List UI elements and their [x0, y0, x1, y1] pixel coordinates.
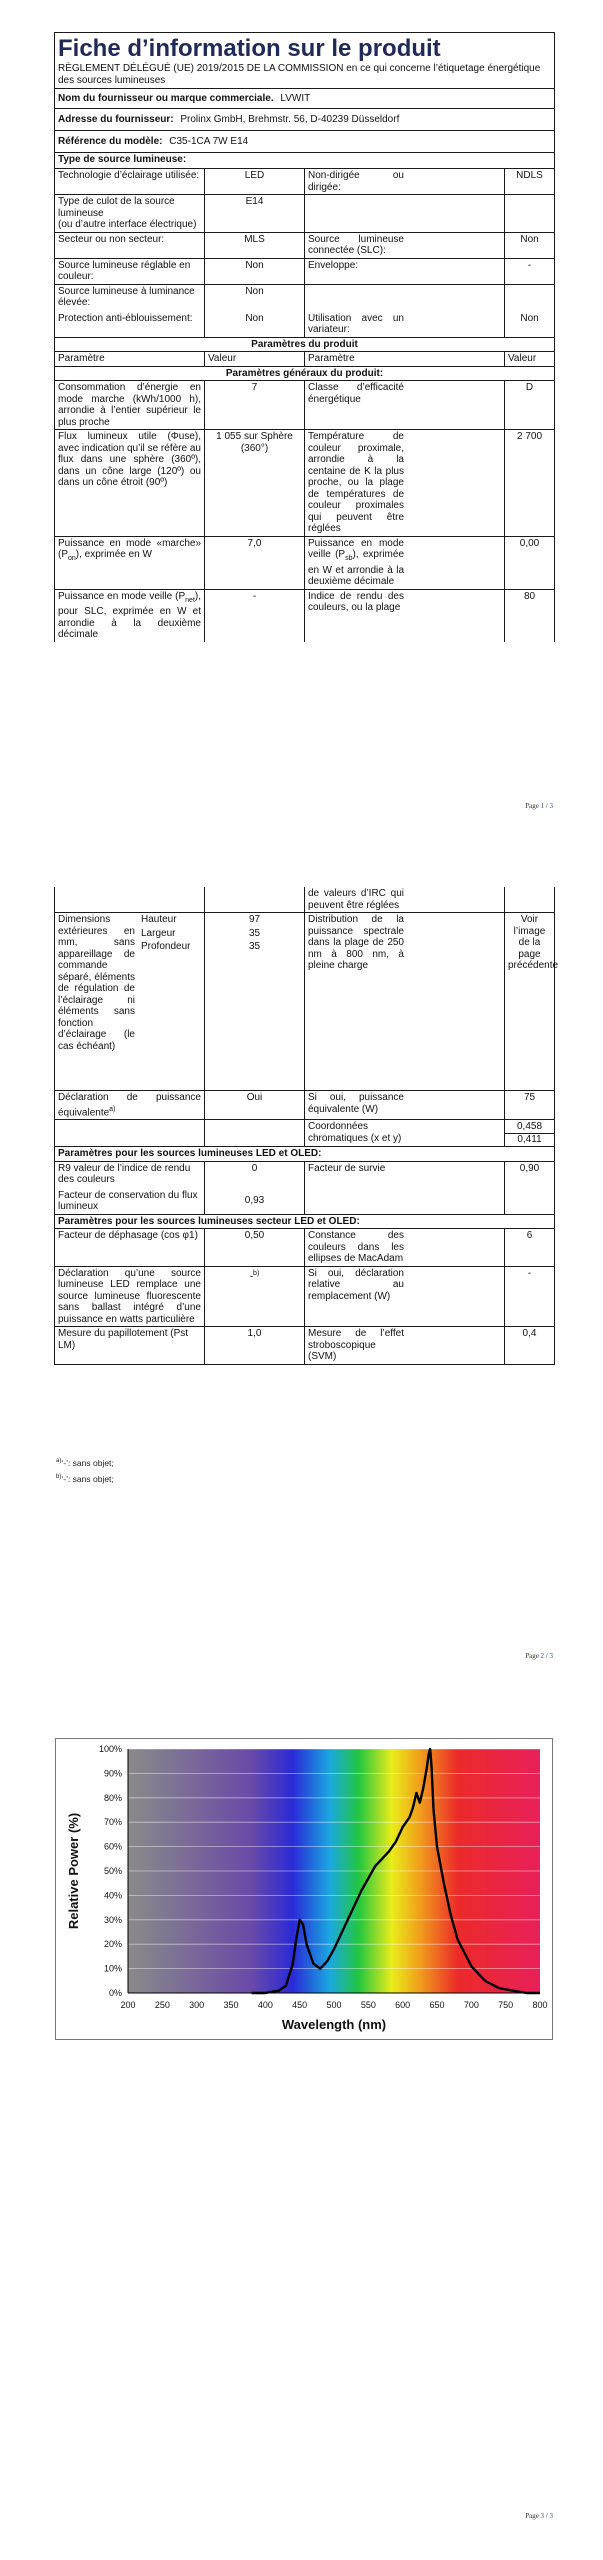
supplier-value: LVWIT	[280, 93, 311, 104]
spd-label: Distribution de la puissance spectrale dans la plage de 250 nm à 800 nm, à pleine charge	[305, 913, 505, 1091]
supplier-label: Nom du fournisseur ou marque commerciale.	[58, 93, 274, 104]
page-number-1: Page 1 / 3	[525, 802, 553, 810]
page-number-3: Page 3 / 3	[525, 2512, 553, 2520]
cap-type-label: Type de culot de la source lumineuse (ou d’autre interface électrique)	[55, 195, 205, 233]
networked-standby-label: Puissance en mode veille $(P_{net})$, pour SLC, exprimée en W et arrondie à la deuxième décimale	[55, 589, 205, 642]
tech-label: Technologie d’éclairage utilisée:	[55, 169, 205, 195]
y-tick-label: 40%	[103, 1890, 122, 1901]
x-tick-label: 200	[120, 2000, 136, 2010]
cct-value: 2 700	[505, 430, 555, 537]
lumen-maintenance-label: Facteur de conservation du flux lumineux	[55, 1187, 205, 1215]
cap-type-value: E14	[205, 195, 305, 233]
on-mode-power-value: 7,0	[205, 536, 305, 589]
spectral-chart-svg	[56, 1739, 554, 2041]
footnote-b: $^{b)}$‘-’: sans objet;	[56, 1474, 114, 1484]
chromaticity-y: 0,411	[505, 1133, 554, 1146]
cri-value: 80	[505, 589, 555, 642]
x-tick-label: 400	[257, 2000, 273, 2010]
connected-label: Source lumineuse connectée (SLC):	[305, 232, 505, 258]
source-type-heading: Type de source lumineuse:	[55, 153, 555, 169]
high-luminance-value: Non	[205, 284, 305, 310]
x-tick-label: 600	[395, 2000, 411, 2010]
standby-power-label: Puissance en mode veille $(P_{sb})$, exprimée en W et arrondie à la deuxième décimale	[305, 536, 505, 589]
standby-power-value: 0,00	[505, 536, 555, 589]
height-label: Hauteur	[141, 914, 177, 925]
header-value-1: Valeur	[205, 352, 305, 367]
directional-label: Non-dirigée ou dirigée:	[305, 169, 505, 195]
y-tick-label: 70%	[103, 1817, 122, 1828]
envelope-label: Enveloppe:	[305, 258, 505, 284]
energy-class-label: Classe d’efficacité énergétique	[305, 381, 505, 430]
dimmable-label: Utilisation avec un variateur:	[305, 310, 505, 338]
y-tick-label: 90%	[103, 1768, 122, 1779]
page-number-2: Page 2 / 3	[525, 1652, 553, 1660]
chromaticity-values	[505, 1120, 555, 1147]
r9-label: R9 valeur de l’indice de rendu des couleurs	[55, 1161, 205, 1187]
anti-glare-value: Non	[205, 310, 305, 338]
address-label: Adresse du fournisseur:	[58, 114, 174, 125]
dimensions-label: Dimensions extérieures en mm, sans appareillage de commande séparé, éléments de régulation de l’éclairage ni éléments sans fonction d’éclairage (le cas échéant)	[58, 914, 135, 1052]
address-value: Prolinx GmbH, Brehmstr. 56, D-40239 Düsseldorf	[180, 114, 400, 125]
fluorescent-replacement-value: -$^{b)}$	[205, 1266, 305, 1327]
equivalent-power-value: Oui	[205, 1091, 305, 1120]
x-tick-label: 450	[292, 2000, 308, 2010]
power-factor-label: Facteur de déphasage (cos φ1)	[55, 1229, 205, 1267]
general-parameters-heading: Paramètres généraux du produit:	[55, 366, 555, 381]
dimensions-values	[205, 913, 305, 1091]
width-value: 35	[248, 927, 261, 939]
y-tick-label: 50%	[103, 1866, 122, 1876]
power-factor-value: 0,50	[205, 1229, 305, 1267]
directional-value: NDLS	[505, 169, 555, 195]
product-sheet-table-page-1	[54, 32, 555, 642]
r9-value: 0	[205, 1161, 305, 1187]
x-tick-label: 750	[498, 2000, 514, 2010]
spectral-power-chart	[55, 1738, 553, 2040]
tech-value: LED	[205, 169, 305, 195]
useful-flux-value: 1 055 sur Sphère (360°)	[205, 430, 305, 537]
cri-label-part-2: de valeurs d’IRC qui peuvent être réglées	[305, 887, 505, 913]
flicker-value: 1,0	[205, 1327, 305, 1365]
width-label: Largeur	[141, 927, 176, 939]
anti-glare-label: Protection anti-éblouissement:	[55, 310, 205, 338]
y-tick-label: 30%	[103, 1914, 122, 1925]
survival-factor-label: Facteur de survie	[305, 1161, 505, 1187]
stroboscopic-label: Mesure de l’effet stroboscopique (SVM)	[305, 1327, 505, 1365]
page-2	[0, 860, 603, 1720]
equivalent-watts-label: Si oui, puissance équivalente (W)	[305, 1091, 505, 1120]
replacement-claim-label: Si oui, déclaration relative au remplacement (W)	[305, 1266, 505, 1327]
y-tick-label: 60%	[103, 1841, 122, 1852]
page-1	[0, 0, 603, 860]
height-value: 97	[248, 914, 261, 925]
dimmable-value: Non	[505, 310, 555, 338]
high-luminance-label: Source lumineuse à luminance élevée:	[55, 284, 205, 310]
dimensions-cell	[55, 913, 205, 1091]
envelope-value: -	[505, 258, 555, 284]
survival-factor-value: 0,90	[505, 1161, 555, 1187]
regulation-reference: RÈGLEMENT DÉLÉGUÉ (UE) 2019/2015 DE LA COMMISSION en ce qui concerne l’étiquetage énergétique des sources lumineuses	[58, 63, 541, 86]
flicker-label: Mesure du papillotement (Pst LM)	[55, 1327, 205, 1365]
energy-consumption-value: 7	[205, 381, 305, 430]
x-axis-label: Wavelength (nm)	[281, 2017, 387, 2032]
header-parameter-2: Paramètre	[305, 352, 505, 367]
useful-flux-label: Flux lumineux utile (Φuse), avec indication qu’il se réfère au flux dans une sphère (360º), dans un cône large (120º) ou dans un cône étroit (90º)	[55, 430, 205, 537]
macadam-value: 6	[505, 1229, 555, 1267]
y-tick-label: 80%	[103, 1792, 122, 1803]
macadam-label: Constance des couleurs dans les ellipses de MacAdam	[305, 1229, 505, 1267]
y-tick-label: 0%	[108, 1988, 122, 1998]
x-tick-label: 350	[223, 2000, 239, 2010]
chromaticity-label: Coordonnées chromatiques (x et y)	[305, 1120, 505, 1147]
colour-tunable-value: Non	[205, 258, 305, 284]
chromaticity-x: 0,458	[516, 1121, 543, 1133]
depth-label: Profondeur	[141, 941, 191, 952]
cct-label: Température de couleur proximale, arrondie à la centaine de K la plus proche, ou la plage de températures de couleur proximales qui peuvent être réglées	[305, 430, 505, 537]
mains-value: MLS	[205, 232, 305, 258]
footnote-a: $^{a)}$‘-’: sans objet;	[56, 1458, 114, 1468]
led-parameters-heading: Paramètres pour les sources lumineuses LED et OLED:	[55, 1147, 555, 1162]
cri-label-part-1: Indice de rendu des couleurs, ou la plage	[305, 589, 505, 642]
lumen-maintenance-value: 0,93	[205, 1187, 305, 1215]
on-mode-power-label: Puissance en mode «marche» $(P_{on})$, exprimée en W	[55, 536, 205, 589]
replacement-claim-value: -	[505, 1266, 555, 1327]
x-tick-label: 300	[189, 2000, 205, 2010]
equivalent-power-label: Déclaration de puissance équivalente$^{a)}$	[55, 1091, 205, 1120]
x-tick-label: 250	[154, 2000, 170, 2010]
model-label: Référence du modèle:	[58, 136, 163, 147]
mains-label: Secteur ou non secteur:	[55, 232, 205, 258]
y-tick-label: 100%	[98, 1744, 122, 1754]
model-value: C35-1CA 7W E14	[169, 136, 249, 147]
spd-value: Voir l’image de la page précédente	[505, 913, 555, 1091]
equivalent-watts-value: 75	[505, 1091, 555, 1120]
mains-led-parameters-heading: Paramètres pour les sources lumineuses secteur LED et OLED:	[55, 1214, 555, 1229]
header-value-2: Valeur	[505, 352, 555, 367]
connected-value: Non	[505, 232, 555, 258]
depth-value: 35	[248, 941, 261, 952]
colour-tunable-label: Source lumineuse réglable en couleur:	[55, 258, 205, 284]
x-tick-label: 650	[429, 2000, 445, 2010]
y-tick-label: 10%	[103, 1963, 122, 1974]
x-tick-label: 700	[463, 2000, 479, 2010]
x-tick-label: 550	[360, 2000, 376, 2010]
page-title: Fiche d’information sur le produit	[58, 35, 441, 62]
x-tick-label: 500	[326, 2000, 342, 2010]
fluorescent-replacement-label: Déclaration qu’une source lumineuse LED remplace une source lumineuse fluorescente sans ballast intégré d’une puissance en watts particulière	[55, 1266, 205, 1327]
networked-standby-value: -	[205, 589, 305, 642]
energy-consumption-label: Consommation d’énergie en mode marche (kWh/1000 h), arrondie à l’entier supérieur le plus proche	[55, 381, 205, 430]
energy-class-value: D	[505, 381, 555, 430]
header-parameter-1: Paramètre	[55, 352, 205, 367]
y-tick-label: 20%	[103, 1939, 122, 1950]
x-tick-label: 800	[532, 2000, 548, 2010]
product-parameters-heading: Paramètres du produit	[55, 337, 555, 352]
product-sheet-table-page-2	[54, 887, 559, 1365]
stroboscopic-value: 0,4	[505, 1327, 555, 1365]
y-axis-label: Relative Power (%)	[66, 1812, 81, 1930]
